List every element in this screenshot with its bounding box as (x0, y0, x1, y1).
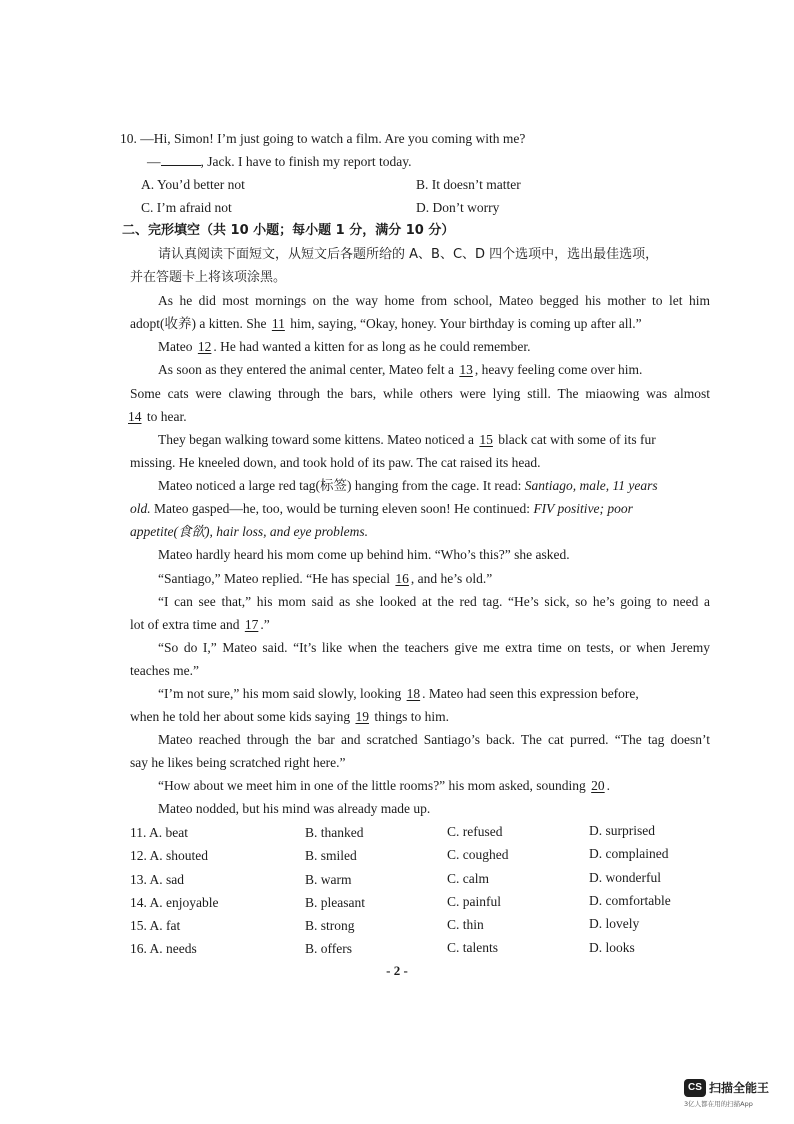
option-14-c: C. painful (447, 894, 501, 909)
text-span: As soon as they entered the animal center, Mateo felt a (158, 362, 454, 377)
option-12-c: C. coughed (447, 847, 509, 862)
passage-line (158, 338, 531, 356)
text-span: Mateo (158, 339, 193, 354)
q10-reply-suffix: , Jack. I have to finish my report today. (200, 154, 412, 169)
passage-line (158, 361, 642, 379)
passage-line: say he likes being scratched right here.” (130, 755, 346, 770)
q10-reply (147, 153, 411, 171)
q10-option-d: D. Don’t worry (416, 200, 500, 215)
option-13-c: C. calm (447, 871, 489, 886)
option-13-b: B. warm (305, 872, 352, 887)
text-span: . He had wanted a kitten for as long as he could remember. (213, 339, 531, 354)
blank-16: 16 (395, 571, 409, 586)
passage-line (158, 685, 639, 703)
option-11-d: D. surprised (589, 823, 655, 838)
option-13-a: 13. A. sad (130, 872, 184, 887)
passage-line (130, 315, 642, 333)
text-span: . (606, 778, 611, 793)
option-16-c: C. talents (447, 940, 498, 955)
text-span: adopt(收养) a kitten. She (130, 316, 267, 331)
text-span: old. (130, 501, 151, 516)
q10-reply-prefix: — (147, 154, 161, 169)
text-span: him, saying, “Okay, honey. Your birthday is coming up after all.” (290, 316, 642, 331)
passage-line (130, 500, 633, 518)
text-span: “I’m not sure,” his mom said slowly, looking (158, 686, 402, 701)
text-span: black cat with some of its fur (498, 432, 656, 447)
passage-line (158, 570, 492, 588)
q10-option-b: B. It doesn’t matter (416, 177, 521, 192)
option-15-d: D. lovely (589, 916, 640, 931)
passage-line: Mateo reached through the bar and scratched Santiago’s back. The cat purred. “The tag doesn’t (158, 732, 710, 747)
passage-line: “I can see that,” his mom said as she looked at the red tag. “He’s sick, so he’s going to need a (158, 594, 710, 609)
text-span: Mateo gasped—he, too, would be turning eleven soon! He continued: (154, 501, 531, 516)
q10-blank (161, 153, 201, 166)
blank-17: 17 (244, 617, 259, 632)
passage-line: Mateo nodded, but his mind was already made up. (158, 801, 431, 816)
text-span: .” (260, 617, 270, 632)
text-span: things to him. (374, 709, 449, 724)
q10-stem: 10. —Hi, Simon! I’m just going to watch a film. Are you coming with me? (120, 131, 526, 146)
passage-line: teaches me.” (130, 663, 199, 678)
passage-line: Mateo hardly heard his mom come up behind him. “Who’s this?” she asked. (158, 547, 570, 562)
text-span: to hear. (146, 409, 187, 424)
option-11-b: B. thanked (305, 825, 364, 840)
option-14-d: D. comfortable (589, 893, 671, 908)
blank-18: 18 (406, 686, 421, 701)
passage-line (158, 477, 658, 495)
blank-12: 12 (197, 339, 212, 354)
text-span: Mateo noticed a large red tag(标签) hanging from the cage. It read: (158, 478, 522, 493)
option-15-c: C. thin (447, 917, 484, 932)
option-15-b: B. strong (305, 918, 355, 933)
text-span: lot of extra time and (130, 617, 240, 632)
text-span: , and he’s old.” (410, 571, 493, 586)
watermark-tagline: 3亿人都在用的扫描App (684, 1100, 753, 1108)
option-12-d: D. complained (589, 846, 669, 861)
option-16-b: B. offers (305, 941, 352, 956)
text-span: Santiago, male, 11 years (524, 478, 658, 493)
text-span: , heavy feeling come over him. (474, 362, 643, 377)
option-13-d: D. wonderful (589, 870, 661, 885)
blank-14: 14 (128, 409, 142, 424)
passage-line: “So do I,” Mateo said. “It’s like when the teachers give me extra time on tests, or when Jeremy (158, 640, 710, 655)
page-number: - 2 - (386, 963, 408, 978)
passage-line: Some cats were clawing through the bars, while others were lying still. The miaowing was almost (130, 386, 710, 401)
section-instruction-line-1: 请认真阅读下面短文，从短文后各题所给的 A、B、C、D 四个选项中，选出最佳选项， (158, 247, 659, 262)
blank-20: 20 (591, 778, 605, 793)
passage-line (126, 408, 187, 426)
option-11-a: 11. A. beat (130, 825, 188, 840)
blank-15: 15 (479, 432, 493, 447)
passage-line (158, 431, 656, 449)
passage-line: missing. He kneeled down, and took hold of its paw. The cat raised its head. (130, 455, 541, 470)
blank-13: 13 (459, 362, 473, 377)
option-16-d: D. looks (589, 940, 635, 955)
option-14-a: 14. A. enjoyable (130, 895, 219, 910)
passage-line (130, 708, 449, 726)
option-16-a: 16. A. needs (130, 941, 197, 956)
camscanner-logo-icon: CS (684, 1079, 706, 1097)
text-span: . Mateo had seen this expression before, (422, 686, 639, 701)
text-span: “How about we meet him in one of the little rooms?” his mom asked, sounding (158, 778, 586, 793)
text-span: when he told her about some kids saying (130, 709, 351, 724)
watermark-name: 扫描全能王 (709, 1081, 770, 1095)
section-instruction-line-2: 并在答题卡上将该项涂黑。 (130, 270, 287, 285)
option-15-a: 15. A. fat (130, 918, 181, 933)
passage-line: As he did most mornings on the way home from school, Mateo begged his mother to let him (158, 293, 710, 308)
q10-option-a: A. You’d better not (141, 177, 245, 192)
option-12-b: B. smiled (305, 848, 357, 863)
blank-11: 11 (271, 316, 285, 331)
section-heading: 二、完形填空（共 10 小题；每小题 1 分，满分 10 分） (122, 223, 455, 238)
option-14-b: B. pleasant (305, 895, 365, 910)
text-span: “Santiago,” Mateo replied. “He has special (158, 571, 391, 586)
passage-line (130, 616, 270, 634)
text-span: They began walking toward some kittens. Mateo noticed a (158, 432, 475, 447)
passage-line: appetite(食欲), hair loss, and eye problems. (130, 524, 368, 539)
passage-line (158, 777, 610, 795)
blank-19: 19 (355, 709, 369, 724)
text-span: FIV positive; poor (533, 501, 633, 516)
scanner-watermark (684, 1079, 794, 1119)
option-11-c: C. refused (447, 824, 503, 839)
option-12-a: 12. A. shouted (130, 848, 209, 863)
q10-option-c: C. I’m afraid not (141, 200, 232, 215)
